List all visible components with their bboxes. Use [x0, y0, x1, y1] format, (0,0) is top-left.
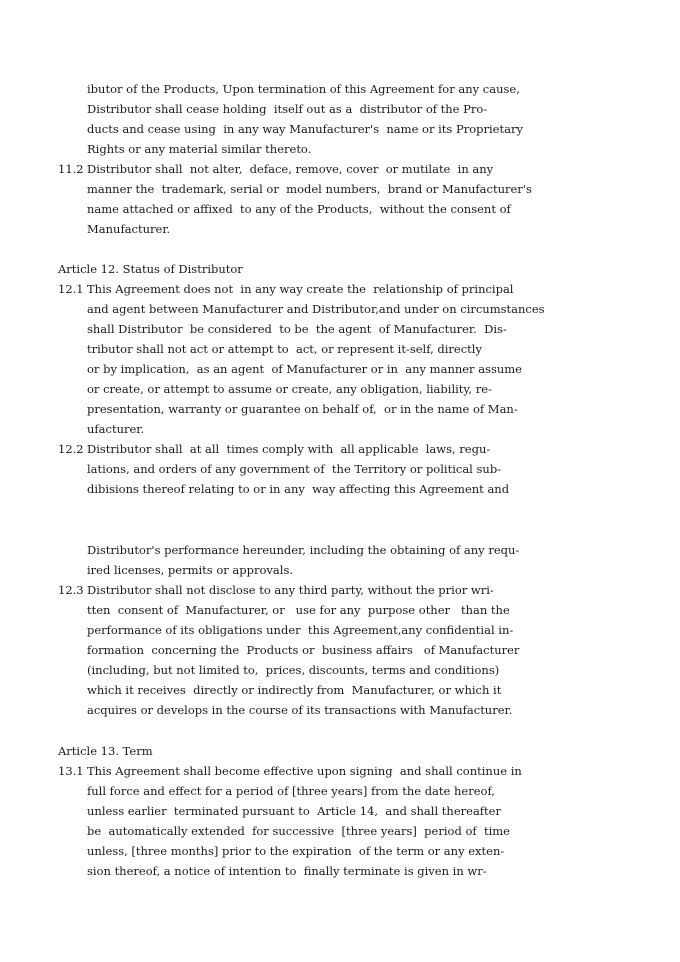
text-line: lations, and orders of any government of the Territory or political sub-	[87, 462, 502, 476]
text-line: be automatically extended for successive [three years] period of time	[87, 824, 510, 838]
text-line: Distributor shall not alter, deface, remove, cover or mutilate in any	[87, 162, 494, 176]
text-line: ired licenses, permits or approvals.	[87, 563, 294, 577]
text-line: ducts and cease using in any way Manufacturer's name or its Proprietary	[87, 122, 523, 136]
clause-number: 12.2	[58, 442, 84, 456]
clause-number: 12.1	[58, 282, 84, 296]
article-heading: Article 13. Term	[58, 744, 153, 758]
clause-number: 11.2	[58, 162, 84, 176]
text-line: full force and effect for a period of [three years] from the date hereof,	[87, 784, 495, 798]
text-line: This Agreement does not in any way create the relationship of principal	[87, 282, 514, 296]
text-line: Distributor shall cease holding itself out as a distributor of the Pro-	[87, 102, 488, 116]
text-line: acquires or develops in the course of its transactions with Manufacturer.	[87, 703, 513, 717]
clause-number: 12.3	[58, 583, 84, 597]
text-line: ibutor of the Products, Upon termination of this Agreement for any cause,	[87, 82, 520, 96]
text-line: This Agreement shall become effective upon signing and shall continue in	[87, 764, 522, 778]
text-line: which it receives directly or indirectly from Manufacturer, or which it	[87, 683, 502, 697]
text-line: formation concerning the Products or business affairs of Manufacturer	[87, 643, 520, 657]
text-line: tributor shall not act or attempt to act, or represent it-self, directly	[87, 342, 482, 356]
text-line: and agent between Manufacturer and Distributor,and under on circumstances	[87, 302, 545, 316]
text-line: name attached or affixed to any of the Products, without the consent of	[87, 202, 511, 216]
article-heading: Article 12. Status of Distributor	[58, 262, 243, 276]
text-line: (including, but not limited to, prices, discounts, terms and conditions)	[87, 663, 500, 677]
text-line: or by implication, as an agent of Manufacturer or in any manner assume	[87, 362, 522, 376]
text-line: or create, or attempt to assume or create, any obligation, liability, re-	[87, 382, 492, 396]
text-line: ufacturer.	[87, 422, 145, 436]
text-line: presentation, warranty or guarantee on behalf of, or in the name of Man-	[87, 402, 518, 416]
text-line: Distributor shall at all times comply with all applicable laws, regu-	[87, 442, 491, 456]
clause-number: 13.1	[58, 764, 84, 778]
text-line: unless, [three months] prior to the expiration of the term or any exten-	[87, 844, 505, 858]
text-line: Distributor shall not disclose to any third party, without the prior wri-	[87, 583, 494, 597]
text-line: dibisions thereof relating to or in any way affecting this Agreement and	[87, 482, 510, 496]
text-line: Distributor's performance hereunder, including the obtaining of any requ-	[87, 543, 520, 557]
text-line: sion thereof, a notice of intention to finally terminate is given in wr-	[87, 864, 487, 878]
text-line: tten consent of Manufacturer, or use for any purpose other than the	[87, 603, 510, 617]
text-line: unless earlier terminated pursuant to Article 14, and shall thereafter	[87, 804, 501, 818]
text-line: shall Distributor be considered to be the agent of Manufacturer. Dis-	[87, 322, 507, 336]
text-line: Rights or any material similar thereto.	[87, 142, 312, 156]
text-line: manner the trademark, serial or model numbers, brand or Manufacturer's	[87, 182, 532, 196]
text-line: performance of its obligations under this Agreement,any confidential in-	[87, 623, 514, 637]
text-line: Manufacturer.	[87, 222, 171, 236]
